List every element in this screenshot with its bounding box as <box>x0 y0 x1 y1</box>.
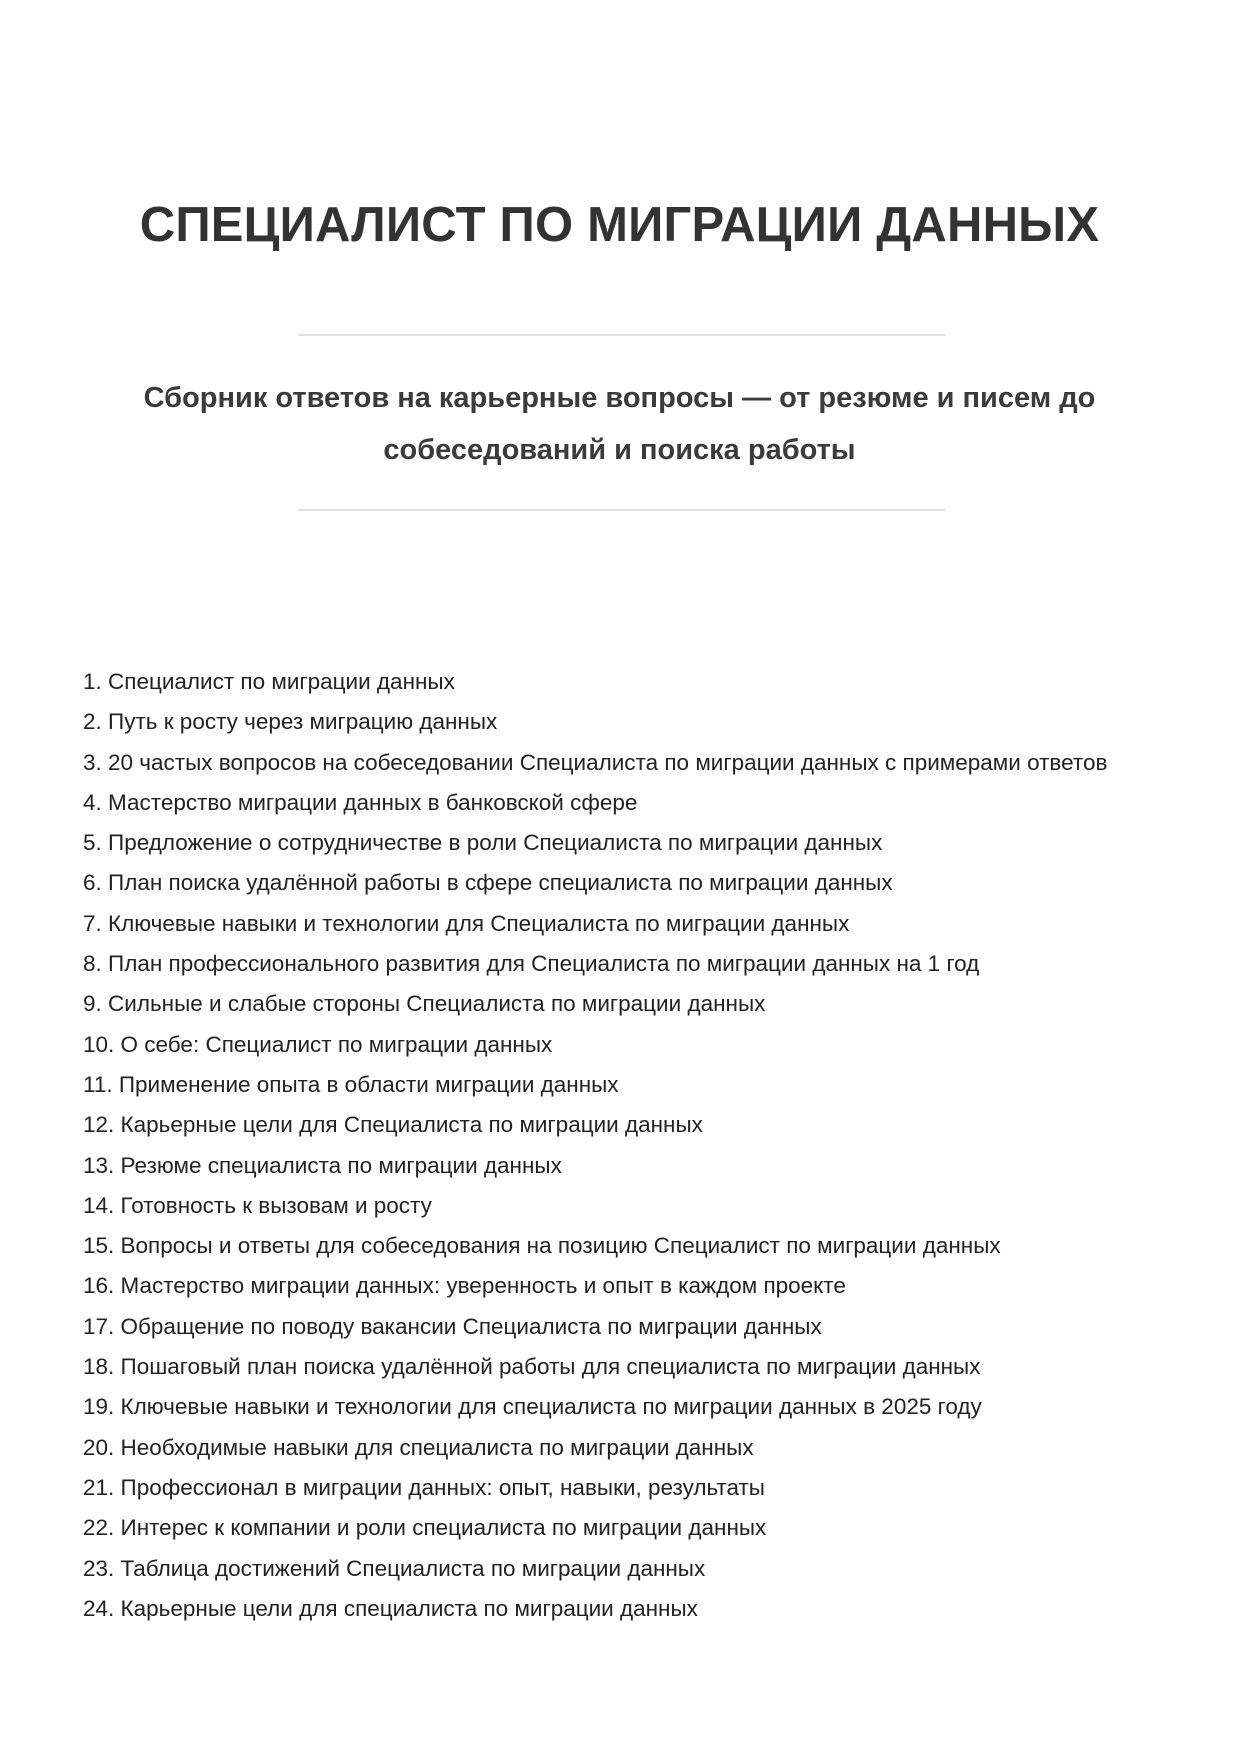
toc-item[interactable]: 14. Готовность к вызовам и росту <box>83 1192 432 1218</box>
toc-item[interactable]: 16. Мастерство миграции данных: уверенность и опыт в каждом проекте <box>83 1273 846 1299</box>
toc-item[interactable]: 2. Путь к росту через миграцию данных <box>83 709 498 735</box>
toc-item[interactable]: 3. 20 частых вопросов на собеседовании Специалиста по миграции данных с примерами ответов <box>83 749 1108 775</box>
top-divider <box>298 334 945 336</box>
toc-item[interactable]: 7. Ключевые навыки и технологии для Специалиста по миграции данных <box>83 910 850 936</box>
toc-item[interactable]: 10. О себе: Специалист по миграции данных <box>83 1031 553 1057</box>
toc-item[interactable]: 15. Вопросы и ответы для собеседования на позицию Специалист по миграции данных <box>83 1233 1001 1259</box>
toc-item[interactable]: 12. Карьерные цели для Специалиста по миграции данных <box>83 1112 703 1138</box>
toc-item[interactable]: 24. Карьерные цели для специалиста по миграции данных <box>83 1595 698 1621</box>
toc-item[interactable]: 5. Предложение о сотрудничестве в роли Специалиста по миграции данных <box>83 830 883 856</box>
table-of-contents <box>83 662 1163 1629</box>
toc-item[interactable]: 18. Пошаговый план поиска удалённой работы для специалиста по миграции данных <box>83 1354 981 1380</box>
toc-item[interactable]: 8. План профессионального развития для Специалиста по миграции данных на 1 год <box>83 951 980 977</box>
subtitle-line-1: Сборник ответов на карьерные вопросы — от резюме и писем до <box>143 382 1096 414</box>
toc-item[interactable]: 21. Профессионал в миграции данных: опыт, навыки, результаты <box>83 1474 765 1500</box>
page-subtitle <box>100 372 1139 476</box>
toc-item[interactable]: 22. Интерес к компании и роли специалиста по миграции данных <box>83 1515 767 1541</box>
toc-item[interactable]: 6. План поиска удалённой работы в сфере специалиста по миграции данных <box>83 870 893 896</box>
toc-item[interactable]: 19. Ключевые навыки и технологии для специалиста по миграции данных в 2025 году <box>83 1394 982 1420</box>
bottom-divider <box>298 509 945 511</box>
toc-item[interactable]: 9. Сильные и слабые стороны Специалиста по миграции данных <box>83 991 766 1017</box>
toc-item[interactable]: 4. Мастерство миграции данных в банковской сфере <box>83 789 638 815</box>
toc-item[interactable]: 1. Специалист по миграции данных <box>83 669 455 694</box>
toc-item[interactable]: 23. Таблица достижений Специалиста по миграции данных <box>83 1555 706 1581</box>
toc-item[interactable]: 11. Применение опыта в области миграции данных <box>83 1071 619 1097</box>
toc-item[interactable]: 17. Обращение по поводу вакансии Специалиста по миграции данных <box>83 1313 822 1339</box>
subtitle-line-2: собеседований и поиска работы <box>383 434 856 466</box>
toc-item[interactable]: 13. Резюме специалиста по миграции данных <box>83 1152 562 1178</box>
toc-item[interactable]: 20. Необходимые навыки для специалиста по миграции данных <box>83 1434 754 1460</box>
page-title: СПЕЦИАЛИСТ ПО МИГРАЦИИ ДАННЫХ <box>139 198 1100 252</box>
